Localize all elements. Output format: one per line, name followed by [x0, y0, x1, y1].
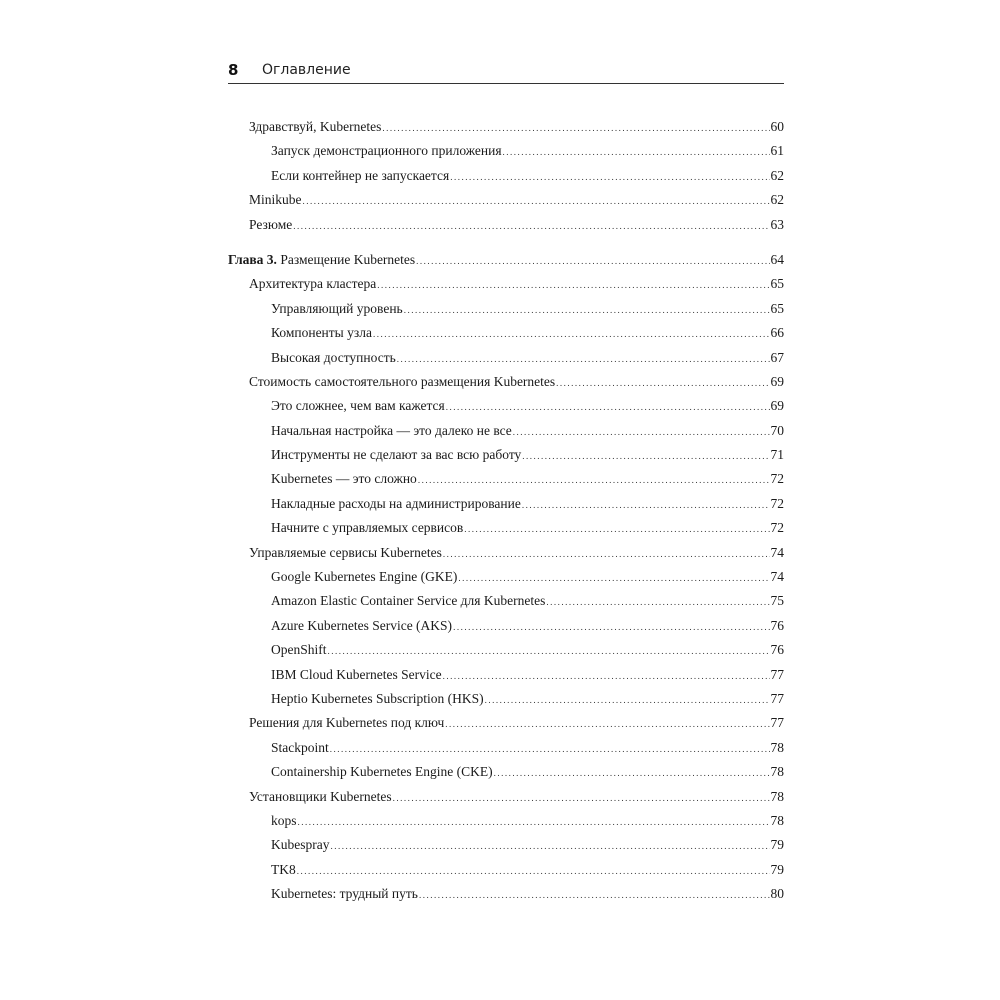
dot-leader	[445, 712, 769, 736]
toc-page-number: 62	[770, 192, 784, 208]
toc-entry-title	[271, 443, 521, 467]
toc-title-text: Azure Kubernetes Service (AKS)	[271, 617, 453, 633]
dot-leader	[443, 664, 770, 688]
toc-entry	[228, 370, 784, 394]
toc-page-number: 74	[770, 569, 784, 585]
toc-entry-title	[249, 188, 302, 212]
toc-title-text: Высокая доступность	[271, 349, 396, 365]
toc-title-text: Amazon Elastic Container Service для Kubernetes	[271, 593, 546, 609]
toc-title-text: Kubernetes — это сложно	[271, 471, 417, 487]
toc-page-number: 67	[770, 349, 784, 365]
toc-page-number: 65	[770, 276, 784, 292]
toc-page-number: 80	[770, 886, 784, 902]
dot-leader	[293, 214, 769, 238]
toc-entry-title	[249, 213, 292, 237]
toc-page-number: 62	[770, 167, 784, 183]
toc-page-number: 69	[770, 373, 784, 389]
dot-leader	[298, 810, 770, 834]
toc-page-number: 72	[770, 471, 784, 487]
toc-entry	[228, 565, 784, 589]
toc-entry-title	[271, 809, 297, 833]
toc-entry-title	[249, 272, 376, 296]
toc-entry-title	[271, 164, 449, 188]
toc-entry	[228, 541, 784, 565]
toc-entry	[228, 213, 784, 237]
toc-entry-title	[271, 346, 396, 370]
toc-page-number: 77	[770, 666, 784, 682]
dot-leader	[328, 639, 770, 663]
toc-title-text: Запуск демонстрационного приложения	[271, 143, 502, 159]
toc-entry-title	[271, 516, 463, 540]
toc-page-number: 71	[770, 447, 784, 463]
toc-entry-title	[249, 115, 381, 139]
dot-leader	[450, 165, 769, 189]
dot-leader	[522, 493, 770, 517]
toc-title-text: Управляемые сервисы Kubernetes	[249, 544, 442, 560]
toc-page-number: 65	[770, 300, 784, 316]
toc-page-number: 72	[770, 520, 784, 536]
toc-title-text: Minikube	[249, 192, 302, 208]
toc-page-number: 66	[770, 325, 784, 341]
toc-entry	[228, 346, 784, 370]
toc-entry	[228, 882, 784, 906]
dot-leader	[522, 444, 769, 468]
toc-entry	[228, 663, 784, 687]
toc-entry	[228, 638, 784, 662]
toc-entry	[228, 614, 784, 638]
toc-entry	[228, 139, 784, 163]
dot-leader	[373, 322, 770, 346]
table-of-contents	[228, 115, 784, 907]
dot-leader	[453, 615, 769, 639]
toc-entry	[228, 736, 784, 760]
toc-title-text: Если контейнер не запускается	[271, 167, 450, 183]
page-header	[228, 58, 784, 82]
dot-leader	[330, 834, 769, 858]
toc-page-number: 64	[770, 251, 784, 267]
dot-leader	[397, 347, 770, 371]
toc-title-text: Архитектура кластера	[249, 276, 377, 292]
toc-entry-title	[271, 833, 329, 857]
toc-entry-title	[249, 370, 555, 394]
toc-entry	[228, 858, 784, 882]
dot-leader	[330, 737, 770, 761]
toc-page-number: 78	[770, 764, 784, 780]
dot-leader	[404, 298, 770, 322]
dot-leader	[446, 395, 770, 419]
dot-leader	[297, 859, 770, 883]
toc-title-text: Heptio Kubernetes Subscription (HKS)	[271, 690, 484, 706]
toc-entry-title	[249, 785, 392, 809]
toc-page-number: 77	[770, 715, 784, 731]
dot-leader	[303, 189, 770, 213]
toc-title-text: Начальная настройка — это далеко не все	[271, 422, 512, 438]
toc-entry	[228, 394, 784, 418]
toc-entry	[228, 115, 784, 139]
toc-entry-title	[271, 394, 445, 418]
toc-title-text: Резюме	[249, 216, 293, 232]
toc-page-number: 74	[770, 544, 784, 560]
toc-entry	[228, 687, 784, 711]
toc-title-text: Google Kubernetes Engine (GKE)	[271, 569, 458, 585]
toc-entry	[228, 711, 784, 735]
toc-title-text: Установщики Kubernetes	[249, 788, 392, 804]
toc-page-number: 79	[770, 837, 784, 853]
toc-title-text: Размещение Kubernetes	[280, 251, 416, 267]
toc-title-text: Kubernetes: трудный путь	[271, 886, 418, 902]
toc-title-text: Управляющий уровень	[271, 300, 403, 316]
dot-leader	[377, 273, 769, 297]
toc-title-text: Здравствуй, Kubernetes	[249, 119, 382, 134]
toc-entry-title	[271, 638, 327, 662]
toc-entry-title	[271, 858, 296, 882]
running-title: Оглавление	[262, 62, 351, 78]
toc-title-text: Решения для Kubernetes под ключ	[249, 715, 445, 731]
dot-leader	[513, 420, 770, 444]
toc-entry-title	[271, 565, 457, 589]
header-rule	[228, 83, 784, 84]
dot-leader	[485, 688, 770, 712]
toc-entry	[228, 164, 784, 188]
toc-entry	[228, 589, 784, 613]
dot-leader	[546, 590, 769, 614]
toc-entry	[228, 492, 784, 516]
toc-entry	[228, 467, 784, 491]
toc-title-text: IBM Cloud Kubernetes Service	[271, 666, 442, 682]
toc-page-number: 72	[770, 495, 784, 511]
toc-title-text: OpenShift	[271, 642, 327, 658]
page-number: 8	[228, 61, 239, 79]
toc-entry-title	[271, 882, 418, 906]
toc-entry	[228, 809, 784, 833]
toc-entry	[228, 785, 784, 809]
dot-leader	[382, 116, 769, 140]
toc-page-number: 78	[770, 788, 784, 804]
toc-entry-title	[271, 492, 521, 516]
toc-page-number: 70	[770, 422, 784, 438]
dot-leader	[416, 249, 769, 273]
toc-entry-title	[271, 297, 403, 321]
toc-entry	[228, 297, 784, 321]
toc-entry	[228, 833, 784, 857]
toc-entry	[228, 760, 784, 784]
toc-page-number: 78	[770, 812, 784, 828]
toc-entry-title	[271, 736, 329, 760]
toc-title-text: Инструменты не сделают за вас всю работу	[271, 447, 522, 463]
toc-entry-title	[271, 760, 493, 784]
toc-title-text: Компоненты узла	[271, 325, 372, 341]
toc-page-number: 61	[770, 143, 784, 159]
toc-page-number: 63	[770, 216, 784, 232]
toc-entry-title	[249, 541, 442, 565]
chapter-label: Глава 3.	[228, 251, 277, 267]
toc-page-number: 77	[770, 690, 784, 706]
toc-entry-title	[271, 321, 372, 345]
toc-entry	[228, 516, 784, 540]
toc-entry-title	[228, 248, 415, 272]
toc-entry	[228, 443, 784, 467]
toc-page-number: 60	[770, 119, 784, 134]
toc-page-number: 76	[770, 617, 784, 633]
toc-page-number: 79	[770, 861, 784, 877]
dot-leader	[556, 371, 769, 395]
dot-leader	[503, 140, 770, 164]
dot-leader	[419, 883, 770, 907]
dot-leader	[418, 468, 770, 492]
dot-leader	[393, 786, 770, 810]
dot-leader	[494, 761, 770, 785]
toc-title-text: TK8	[271, 861, 296, 877]
toc-title-text: Накладные расходы на администрирование	[271, 495, 521, 511]
toc-entry-title	[271, 663, 442, 687]
toc-entry-title	[271, 589, 545, 613]
toc-entry-title	[249, 711, 444, 735]
toc-page-number: 76	[770, 642, 784, 658]
toc-entry-title	[271, 614, 452, 638]
dot-leader	[443, 542, 770, 566]
toc-title-text: Kubespray	[271, 837, 330, 853]
toc-entry-title	[271, 467, 417, 491]
toc-entry	[228, 188, 784, 212]
toc-title-text: Начните с управляемых сервисов	[271, 520, 464, 536]
dot-leader	[458, 566, 769, 590]
toc-entry-title	[271, 139, 502, 163]
toc-title-text: Это сложнее, чем вам кажется	[271, 398, 445, 414]
toc-page-number: 69	[770, 398, 784, 414]
toc-entry-title	[271, 419, 512, 443]
toc-entry-title	[271, 687, 484, 711]
toc-page-number: 75	[770, 593, 784, 609]
toc-page-number: 78	[770, 739, 784, 755]
toc-entry	[228, 272, 784, 296]
toc-title-text: Containership Kubernetes Engine (CKE)	[271, 764, 493, 780]
toc-chapter-entry	[228, 248, 784, 272]
dot-leader	[464, 517, 769, 541]
toc-title-text: Stackpoint	[271, 739, 329, 755]
toc-entry	[228, 419, 784, 443]
toc-entry	[228, 321, 784, 345]
toc-title-text: kops	[271, 812, 297, 828]
toc-title-text: Стоимость самостоятельного размещения Kubernetes	[249, 373, 556, 389]
